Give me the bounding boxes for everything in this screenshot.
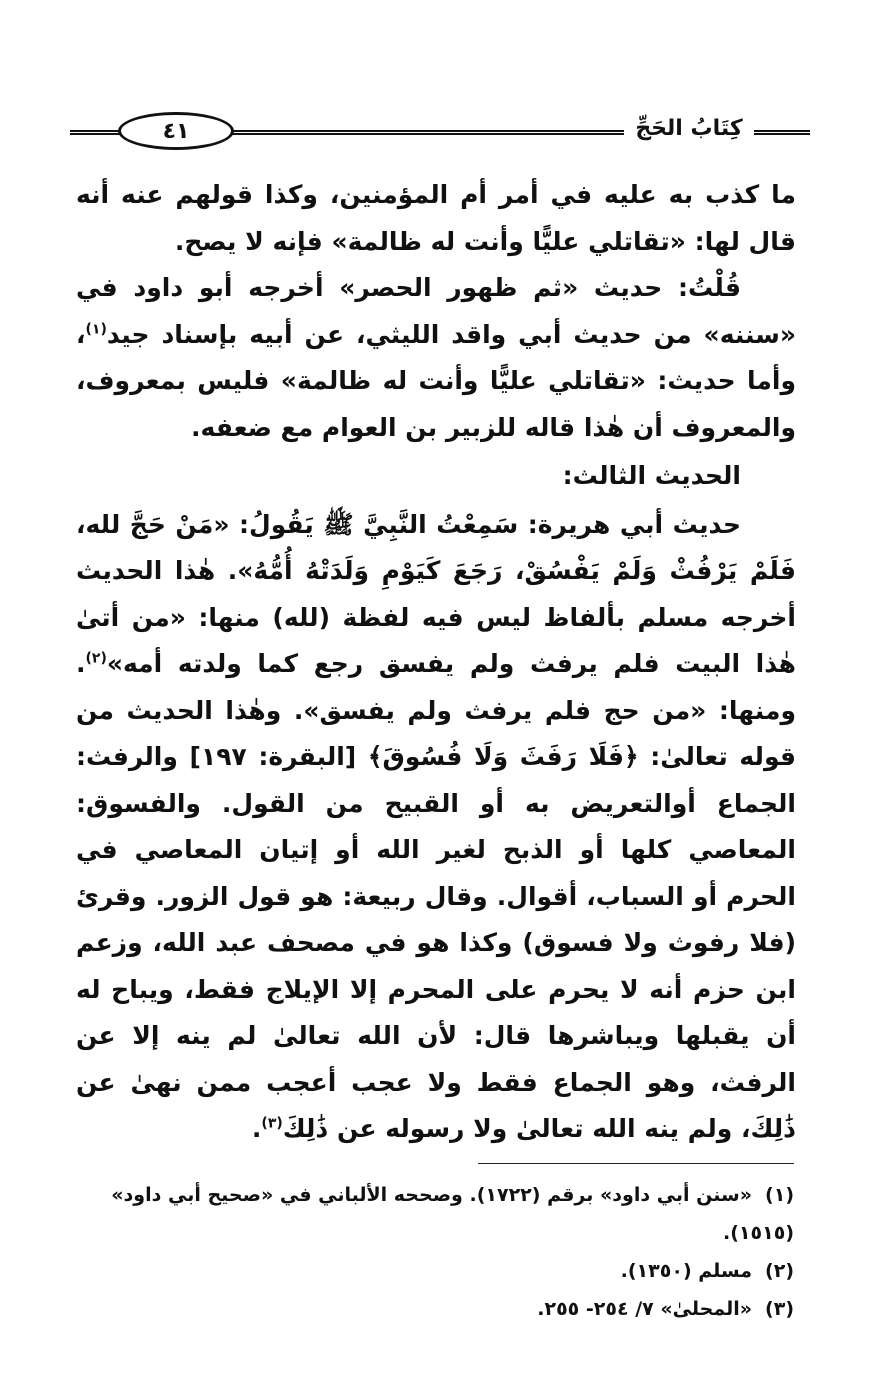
footnote-separator xyxy=(478,1163,794,1164)
paragraph-3-text-a: حديث أبي هريرة: سَمِعْتُ النَّبِيَّ ﷺ يَقُولُ: «مَنْ حَجَّ لله، فَلَمْ يَرْفُثْ وَلَمْ يَفْسُقْ، رَجَعَ كَيَوْمِ وَلَدَتْهُ أُمُّهُ». هٰذا الحديث أخرجه مسلم بألفاظ ليس فيه لفظة (لله) منها: «من أتىٰ هٰذا البيت فلم يرفث ولم يفسق رجع كما ولدته أمه» xyxy=(76,509,796,678)
header-rule-right xyxy=(754,130,810,135)
section-heading: الحديث الثالث: xyxy=(562,461,741,490)
footnote-text: «سنن أبي داود» برقم (١٧٢٢). وصححه الألباني في «صحيح أبي داود» (١٥١٥). xyxy=(111,1184,794,1244)
footnote-number: (٣) xyxy=(765,1298,794,1320)
footnote-text: «المحلىٰ» ٧/ ٢٥٤- ٢٥٥. xyxy=(537,1298,752,1320)
header-rule-middle xyxy=(232,130,624,135)
qultu-lead: قُلْتُ xyxy=(687,273,741,302)
paragraph-2-text-a: : حديث «ثم ظهور الحصر» أخرجه أبو داود في «سننه» من حديث أبي واقد الليثي، عن أبيه بإسناد جيد xyxy=(76,273,796,349)
page-number-badge xyxy=(118,112,234,150)
footnote-2 xyxy=(76,1252,794,1290)
footnote-ref-2: (٢) xyxy=(85,650,107,667)
paragraph-3-text-b: . ومنها: «من حج فلم يرفث ولم يفسق». وهٰذا الحديث من قوله تعالىٰ: ﴿فَلَا رَفَثَ وَلَا فُسُوقَ﴾ [البقرة: ١٩٧] والرفث: الجماع أوالتعريض به أو القبيح من القول. والفسوق: المعاصي كلها أو الذبح لغير الله أو إتيان المعاصي في الحرم أو السباب، أقوال. وقال ربيعة: هو قول الزور. وقرئ (فلا رفوث ولا فسوق) وكذا هو في مصحف عبد الله، وزعم ابن حزم أنه لا يحرم على المحرم إلا الإيلاج فقط، ويباح له أن يقبلها ويباشرها قال: لأن الله تعالىٰ لم ينه إلا عن الرفث، وهو الجماع فقط ولا عجب أعجب ممن نهىٰ عن ذَٰلِكَ، ولم ينه الله تعالىٰ ولا رسوله عن ذَٰلِكَ xyxy=(76,649,796,1143)
paragraph-2-text-b: ، وأما حديث: «تقاتلي عليًّا وأنت له ظالمة» فليس بمعروف، والمعروف أن هٰذا قاله للزبير بن العوام مع ضعفه. xyxy=(76,319,796,442)
paragraph-2 xyxy=(76,265,796,451)
footnote-text: مسلم (١٣٥٠). xyxy=(620,1260,752,1282)
page-header xyxy=(70,108,810,160)
footnote-ref-3: (٣) xyxy=(261,1115,283,1132)
footnote-1 xyxy=(76,1176,794,1252)
running-title: كِتَابُ الحَجِّ xyxy=(635,116,743,141)
footnote-ref-1: (١) xyxy=(85,321,107,338)
paragraph-3 xyxy=(76,502,796,1153)
main-text xyxy=(76,172,796,1153)
footnote-number: (٢) xyxy=(765,1260,794,1282)
paragraph-1: ما كذب به عليه في أمر أم المؤمنين، وكذا قولهم عنه أنه قال لها: «تقاتلي عليًّا وأنت له ظالمة» فإنه لا يصح. xyxy=(76,180,796,256)
paragraph-3-end: . xyxy=(251,1114,262,1143)
footnote-3 xyxy=(76,1290,794,1328)
footnotes xyxy=(76,1176,794,1328)
footnote-number: (١) xyxy=(765,1184,794,1206)
page-number: ٤١ xyxy=(162,118,190,144)
